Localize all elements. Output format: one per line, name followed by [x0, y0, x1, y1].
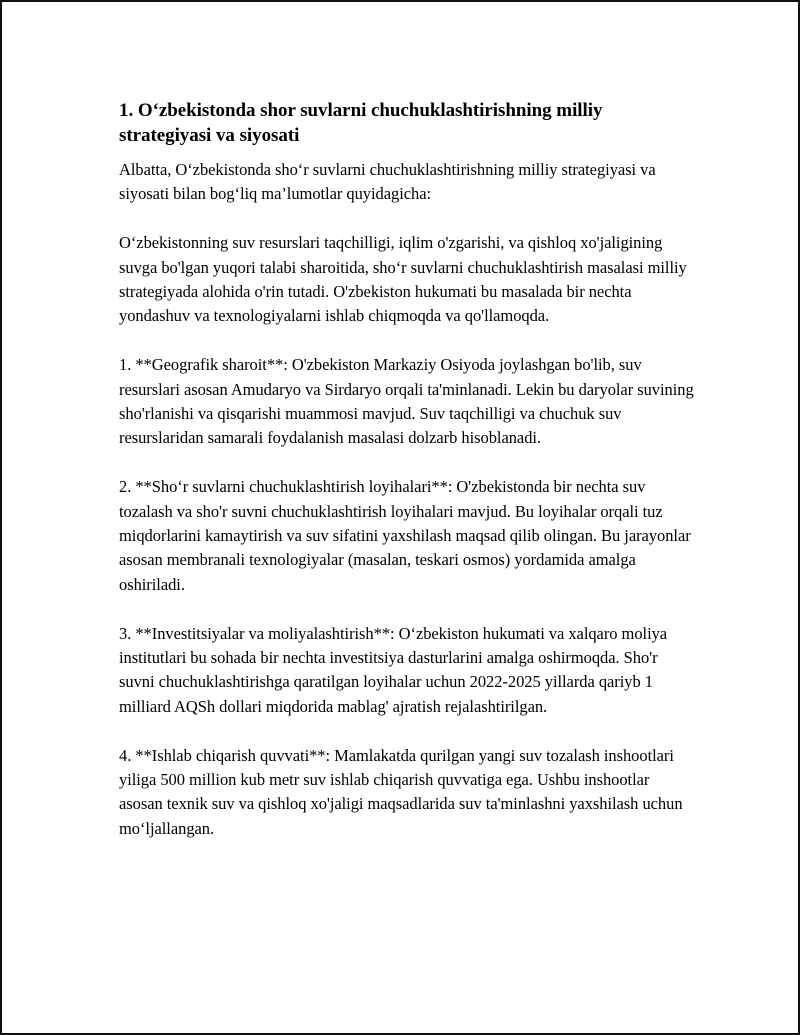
intro-paragraph: Albatta, O‘zbekistonda sho‘r suvlarni chuchuklashtirishning milliy strategiyasi va siyosati bilan bog‘liq ma’lumotlar quyidagicha: — [119, 160, 656, 204]
list-item-desalination-projects: 2. **Sho‘r suvlarni chuchuklashtirish loyihalari**: O'zbekistonda bir nechta suv tozalash va sho'r suvni chuchuklashtirish loyihalari mavjud. Bu loyihalar orqali tuz miqdorlarini kamaytirish va suv sifatini yaxshilash maqsad qilib olingan. Bu jarayonlar asosan membranali texnologiyalar (masalan, teskari osmos) yordamida amalga oshiriladi. — [119, 477, 691, 594]
section-heading: 1. O‘zbekistonda shor suvlarni chuchuklashtirishning milliy strategiyasi va siyosati — [119, 100, 603, 146]
list-item-geographic-conditions: 1. **Geografik sharoit**: O'zbekiston Markaziy Osiyoda joylashgan bo'lib, suv resurslari asosan Amudaryo va Sirdaryo orqali ta'minlanadi. Lekin bu daryolar suvining sho'rlanishi va qisqarishi muammosi mavjud. Suv taqchilligi va chuchuk suv resurslaridan samarali foydalanish masalasi dolzarb hisoblanadi. — [119, 355, 694, 448]
context-paragraph: O‘zbekistonning suv resurslari taqchilligi, iqlim o'zgarishi, va qishloq xo'jaligining suvga bo'lgan yuqori talabi sharoitida, sho‘r suvlarni chuchuklashtirish masalasi milliy strategiyada alohida o'rin tutadi. O'zbekiston hukumati bu masalada bir nechta yondashuv va texnologiyalarni ishlab chiqmoqda va qo'llamoqda. — [119, 233, 687, 326]
list-item-production-capacity: 4. **Ishlab chiqarish quvvati**: Mamlakatda qurilgan yangi suv tozalash inshootlari yiliga 500 million kub metr suv ishlab chiqarish quvvatiga ega. Ushbu inshootlar asosan texnik suv va qishloq xo'jaligi maqsadlarida suv ta'minlashni yaxshilash uchun mo‘ljallangan. — [119, 745, 683, 838]
document-body — [119, 98, 694, 866]
list-item-investments: 3. **Investitsiyalar va moliyalashtirish**: O‘zbekiston hukumati va xalqaro moliya institutlari bu sohada bir nechta investitsiya dasturlarini amalga oshirmoqda. Sho'r suvni chuchuklashtirishga qaratilgan loyihalar uchun 2022-2025 yillarda qariyb 1 milliard AQSh dollari miqdorida mablag' ajratish rejalashtirilgan. — [119, 623, 668, 716]
